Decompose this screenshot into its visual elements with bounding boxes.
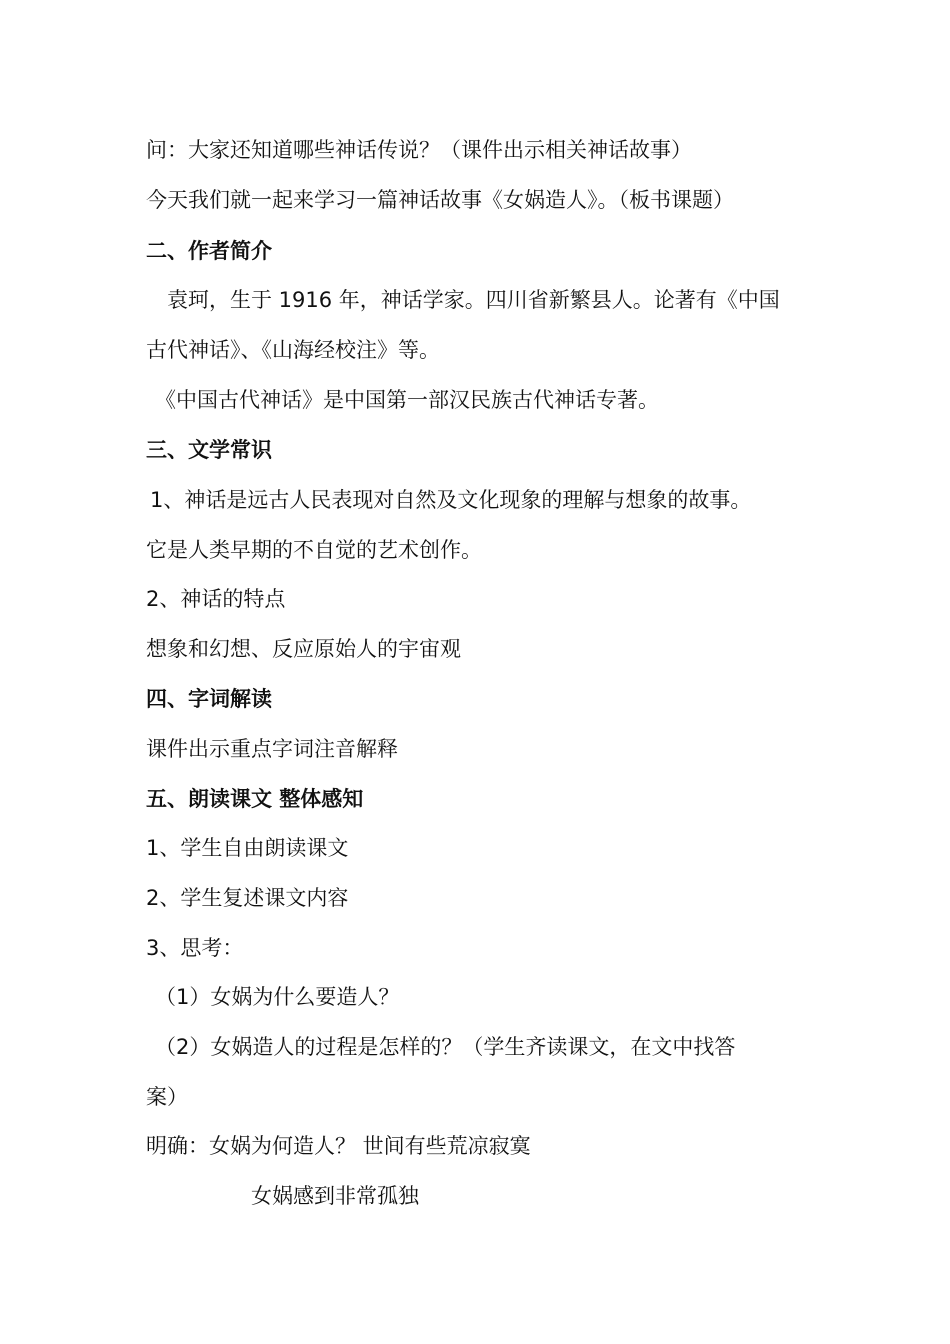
answer-line-2: 女娲感到非常孤独: [251, 1184, 419, 1208]
reading-step-2: 2、学生复述课文内容: [146, 886, 349, 910]
section-heading-author: 二、作者简介: [146, 239, 272, 263]
myth-features-text: 想象和幻想、反应原始人的宇宙观: [146, 637, 461, 661]
answer-line-1: 明确：女娲为何造人？ 世间有些荒凉寂寞: [146, 1134, 531, 1158]
myth-features-item: 2、神话的特点: [146, 587, 286, 611]
question-line: 问：大家还知道哪些神话传说？（课件出示相关神话故事）: [146, 138, 692, 162]
think-question-2-line-2: 案）: [146, 1085, 188, 1109]
reading-step-3: 3、思考：: [146, 936, 244, 960]
section-heading-literature: 三、文学常识: [146, 438, 272, 462]
section-heading-vocabulary: 四、字词解读: [146, 687, 272, 711]
author-paragraph-line-2: 古代神话》、《山海经校注》等。: [146, 338, 440, 362]
vocabulary-text: 课件出示重点字词注音解释: [146, 737, 398, 761]
myth-definition-line-1: 1、神话是远古人民表现对自然及文化现象的理解与想象的故事。: [150, 488, 752, 512]
intro-line: 今天我们就一起来学习一篇神话故事《女娲造人》。（板书课题）: [146, 188, 734, 212]
think-question-1: （1）女娲为什么要造人？: [155, 985, 400, 1009]
think-question-2-line-1: （2）女娲造人的过程是怎样的？（学生齐读课文，在文中找答: [155, 1035, 736, 1059]
myth-definition-line-2: 它是人类早期的不自觉的艺术创作。: [146, 538, 482, 562]
reading-step-1: 1、学生自由朗读课文: [146, 836, 349, 860]
section-heading-reading: 五、朗读课文 整体感知: [146, 787, 364, 811]
author-paragraph-line-1: 袁珂，生于 1916 年，神话学家。四川省新繁县人。论著有《中国: [167, 288, 780, 312]
book-description-line: 《中国古代神话》是中国第一部汉民族古代神话专著。: [155, 388, 659, 412]
